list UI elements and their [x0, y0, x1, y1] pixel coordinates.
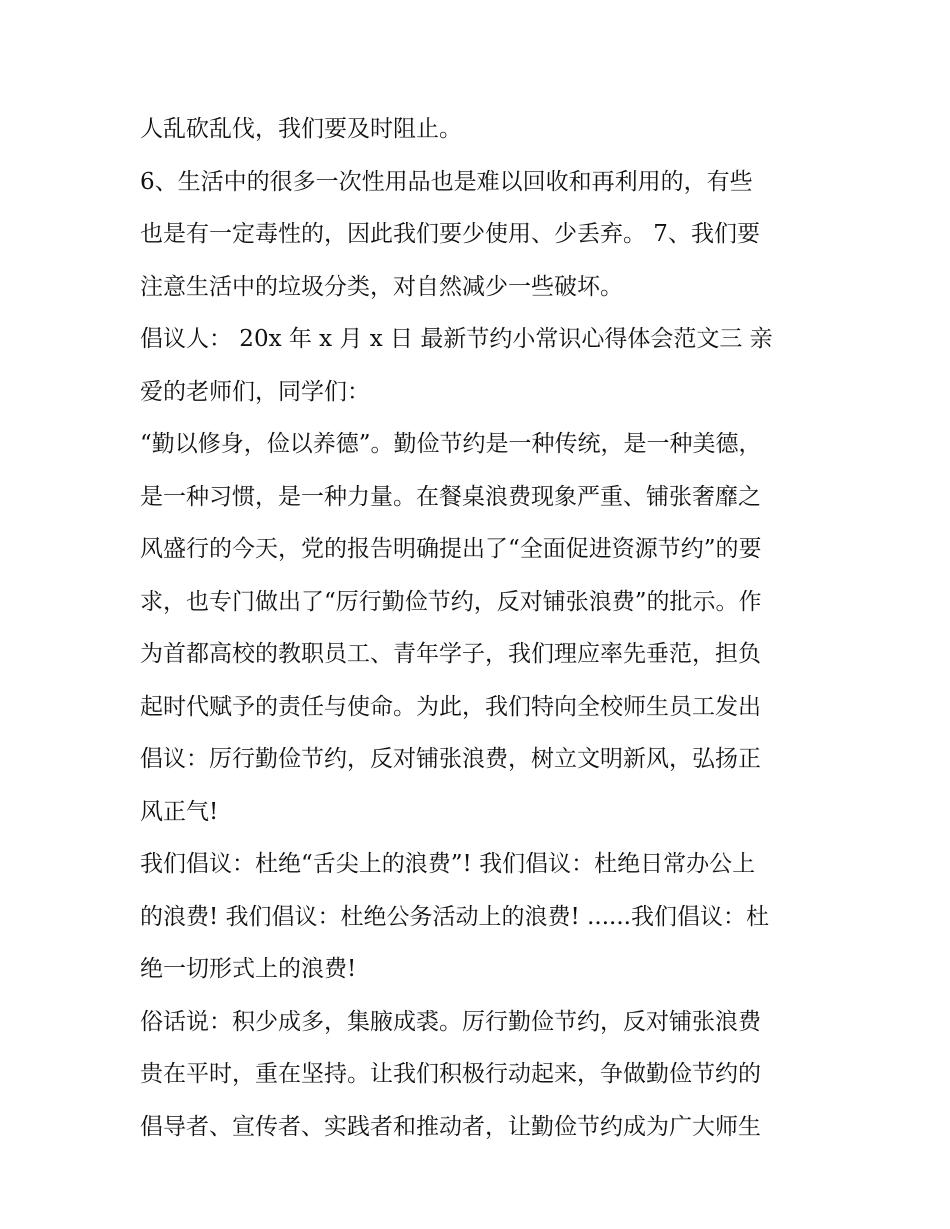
text-line: 倡议人： 20x 年 x 月 x 日 最新节约小常识心得体会范文三 亲	[140, 326, 773, 352]
text-line: 是一种习惯，是一种力量。在餐桌浪费现象严重、铺张奢靡之	[140, 483, 761, 510]
text-line: 我们倡议：杜绝“舌尖上的浪费”! 我们倡议：杜绝日常办公上	[140, 851, 756, 877]
text-line: 倡导者、宣传者、实践者和推动者，让勤俭节约成为广大师生	[140, 1113, 761, 1140]
text-line: 的浪费! 我们倡议：杜绝公务活动上的浪费! ......我们倡议：杜	[140, 903, 769, 930]
text-line: 爱的老师们，同学们：	[140, 378, 370, 405]
text-line: 俗话说：积少成多，集腋成裘。厉行勤俭节约，反对铺张浪费	[140, 1008, 761, 1035]
text-line: 注意生活中的垃圾分类，对自然减少一些破坏。	[140, 273, 623, 300]
text-line: 6、生活中的很多一次性用品也是难以回收和再利用的，有些	[140, 168, 753, 195]
text-line: 绝一切形式上的浪费!	[140, 956, 357, 982]
text-line: “勤以修身，俭以养德”。勤俭节约是一种传统，是一种美德，	[140, 431, 762, 457]
text-line: 也是有一定毒性的，因此我们要少使用、少丢弃。 7、我们要	[140, 221, 760, 247]
text-line: 风正气!	[140, 798, 219, 825]
text-line: 人乱砍乱伐，我们要及时阻止。	[140, 116, 462, 142]
text-line: 求，也专门做出了“厉行勤俭节约，反对铺张浪费”的批示。作	[140, 588, 762, 615]
document-body	[140, 103, 820, 1153]
text-line: 为首都高校的教职员工、青年学子，我们理应率先垂范，担负	[140, 641, 761, 667]
text-line: 倡议：厉行勤俭节约，反对铺张浪费，树立文明新风，弘扬正	[140, 746, 761, 772]
text-line: 风盛行的今天，党的报告明确提出了“全面促进资源节约”的要	[140, 536, 762, 562]
text-line: 起时代赋予的责任与使命。为此，我们特向全校师生员工发出	[140, 693, 761, 720]
text-line: 贵在平时，重在坚持。让我们积极行动起来，争做勤俭节约的	[140, 1061, 761, 1087]
